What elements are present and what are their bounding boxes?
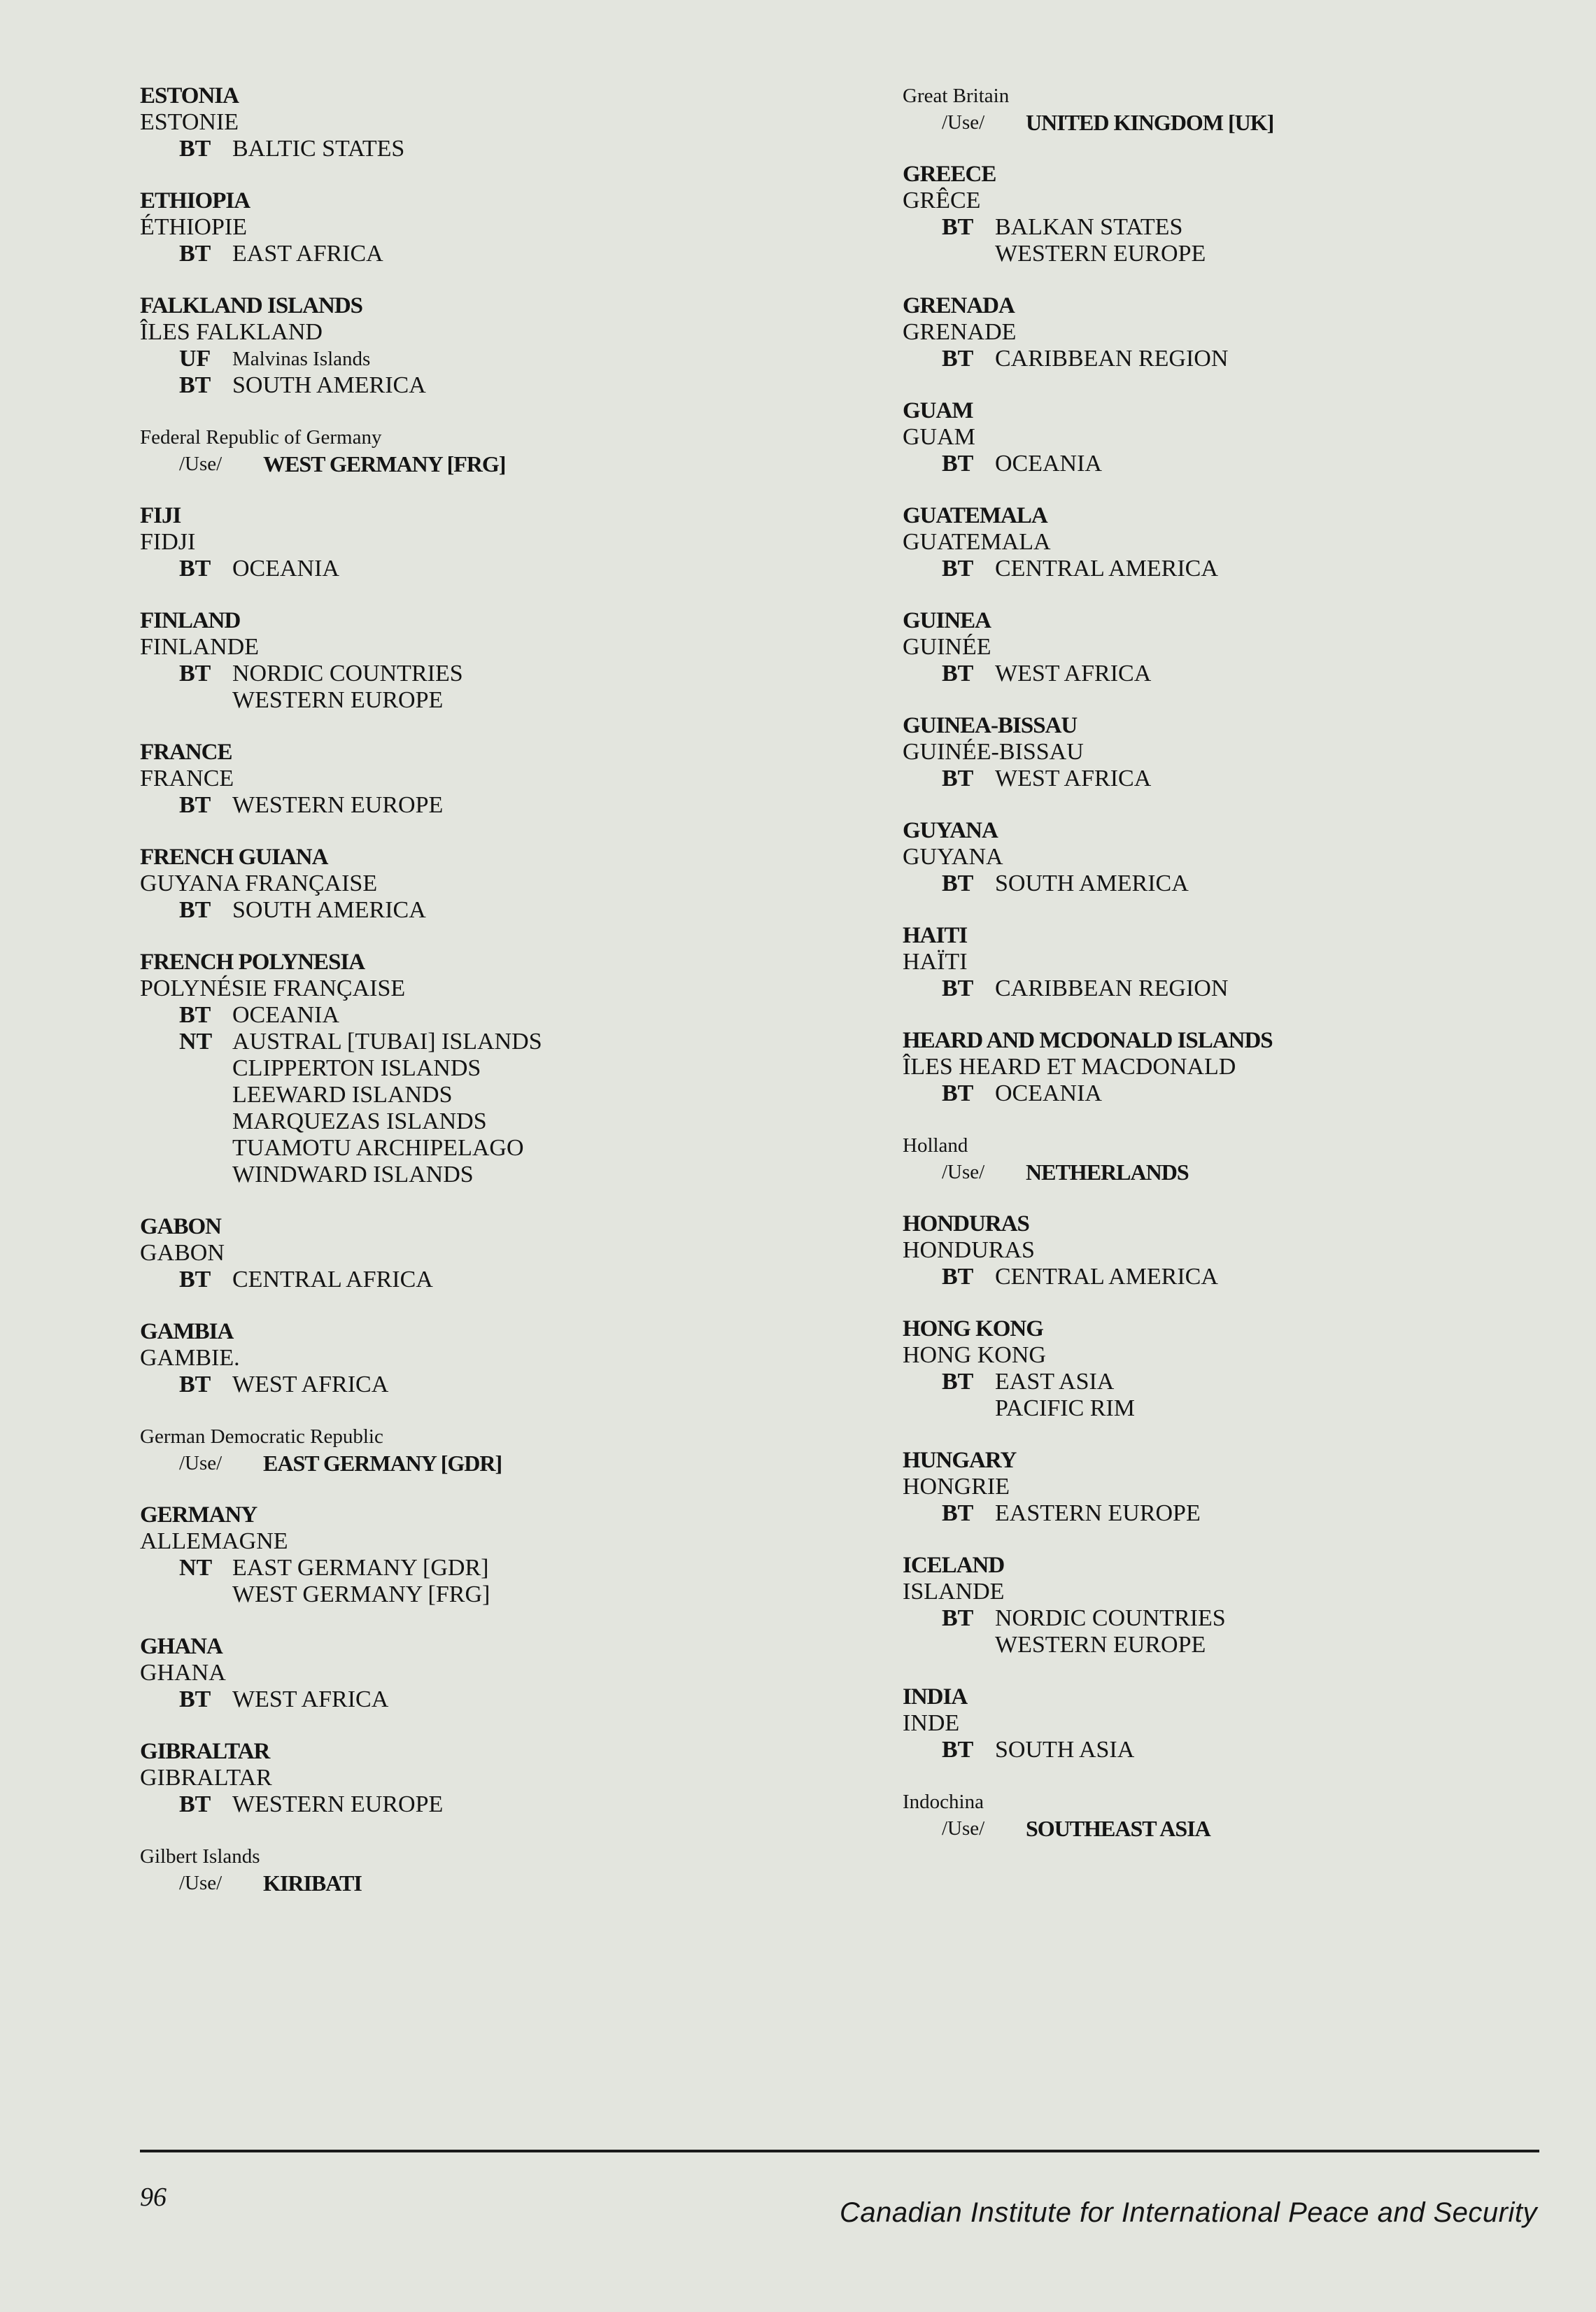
relation-values [995, 1369, 1135, 1422]
french-term: GAMBIE. [140, 1345, 240, 1371]
related-term: WEST GERMANY [FRG] [232, 1581, 490, 1607]
entry-term: GAMBIA [140, 1319, 234, 1344]
related-term: SOUTH AMERICA [232, 897, 426, 923]
relation-values [995, 1605, 1226, 1658]
use-label: /Use/ [942, 1817, 985, 1840]
related-term: BALTIC STATES [232, 136, 405, 162]
relation-values [232, 241, 383, 267]
related-term: EAST GERMANY [GDR] [232, 1555, 489, 1581]
related-term: NORDIC COUNTRIES [995, 1605, 1226, 1631]
entry-term: GUINEA [903, 608, 991, 633]
thesaurus-entry [903, 161, 1596, 267]
relation-values [995, 766, 1151, 792]
relation-values [232, 792, 443, 819]
relation-code: BT [179, 897, 211, 923]
relation-values [995, 346, 1228, 372]
related-term: EAST AFRICA [232, 241, 383, 267]
french-term: ÎLES HEARD ET MACDONALD [903, 1054, 1236, 1080]
publisher-name: Canadian Institute for International Peace and Security [840, 2197, 1537, 2228]
use-target-term: KIRIBATI [263, 1870, 362, 1896]
related-term: WEST AFRICA [995, 766, 1152, 791]
relation-bt [903, 661, 1596, 687]
thesaurus-entry [903, 607, 1596, 687]
thesaurus-entry [140, 424, 840, 477]
entry-term: GERMANY [140, 1502, 257, 1528]
relation-code: BT [942, 766, 974, 791]
thesaurus-entry [903, 292, 1596, 372]
relation-code: BT [179, 1686, 211, 1712]
thesaurus-entry [140, 1843, 840, 1896]
related-term: PACIFIC RIM [995, 1395, 1135, 1421]
relation-code: BT [179, 1372, 211, 1397]
related-term: EASTERN EUROPE [995, 1500, 1201, 1526]
french-term: GIBRALTAR [140, 1765, 272, 1791]
entry-term: GIBRALTAR [140, 1739, 270, 1764]
relation-values [995, 1080, 1102, 1107]
thesaurus-entry [903, 1027, 1596, 1107]
entry-term: ESTONIA [140, 83, 239, 108]
relation-values [232, 1372, 388, 1398]
french-term: GABON [140, 1240, 225, 1266]
relation-code: BT [942, 346, 974, 372]
relation-bt [903, 1369, 1596, 1422]
relation-bt [140, 792, 840, 819]
thesaurus-entry [140, 292, 840, 399]
relation-values [232, 1686, 388, 1713]
entry-term: INDIA [903, 1684, 968, 1710]
french-term: FIDJI [140, 529, 196, 555]
thesaurus-entry [140, 1318, 840, 1398]
french-term: ESTONIE [140, 109, 239, 135]
relation-code: NT [179, 1029, 213, 1055]
thesaurus-entry [903, 1316, 1596, 1422]
use-reference [140, 1450, 840, 1476]
relation-code: BT [942, 661, 974, 686]
relation-bt [903, 1080, 1596, 1107]
right-column [903, 83, 1596, 1867]
french-term: GUATEMALA [903, 529, 1051, 555]
relation-bt [140, 556, 840, 582]
relation-values [995, 1737, 1134, 1763]
relation-values [995, 451, 1102, 477]
relation-values [232, 372, 426, 399]
use-target-term: WEST GERMANY [FRG] [263, 451, 506, 477]
thesaurus-entry [903, 1552, 1596, 1658]
relation-code: BT [179, 792, 211, 818]
relation-nt [140, 1029, 840, 1188]
related-term: WESTERN EUROPE [232, 1791, 444, 1817]
use-target-term: NETHERLANDS [1026, 1159, 1189, 1185]
related-term: CARIBBEAN REGION [995, 975, 1229, 1001]
relation-code: BT [942, 1264, 974, 1290]
relation-code: BT [179, 241, 211, 267]
related-term: SOUTH ASIA [995, 1737, 1135, 1763]
use-from-term: Holland [903, 1134, 968, 1157]
french-term: GRENADE [903, 319, 1017, 345]
relation-bt [140, 1372, 840, 1398]
relation-code: BT [179, 136, 211, 162]
relation-values [232, 346, 370, 372]
entry-term: HUNGARY [903, 1448, 1017, 1473]
relation-bt [140, 897, 840, 924]
related-term: SOUTH AMERICA [232, 372, 426, 398]
french-term: ÎLES FALKLAND [140, 319, 323, 345]
relation-code: BT [179, 556, 211, 581]
french-term: ÉTHIOPIE [140, 214, 247, 240]
relation-code: BT [942, 1080, 974, 1106]
thesaurus-entry [140, 739, 840, 819]
relation-code: BT [179, 372, 211, 398]
relation-bt [903, 1737, 1596, 1763]
relation-nt [140, 1555, 840, 1608]
french-term: GHANA [140, 1660, 226, 1686]
french-term: FRANCE [140, 766, 234, 791]
use-from-term: Great Britain [903, 85, 1010, 107]
relation-bt [140, 1686, 840, 1713]
entry-term: GRENADA [903, 293, 1015, 318]
thesaurus-entry [903, 1684, 1596, 1763]
related-term: OCEANIA [232, 1002, 339, 1028]
entry-term: GREECE [903, 162, 996, 187]
relation-code: BT [942, 870, 974, 896]
french-term: GUYANA [903, 844, 1003, 870]
footer-rule [140, 2150, 1539, 2152]
relation-code: BT [942, 1500, 974, 1526]
related-term: WEST AFRICA [995, 661, 1152, 686]
relation-bt [140, 372, 840, 399]
thesaurus-entry [140, 1738, 840, 1818]
related-term: OCEANIA [995, 451, 1102, 477]
thesaurus-entry [140, 83, 840, 162]
relation-values [232, 1267, 433, 1293]
related-term: BALKAN STATES [995, 214, 1183, 240]
related-term: CENTRAL AFRICA [232, 1267, 433, 1292]
relation-code: BT [179, 1791, 211, 1817]
relation-bt [903, 870, 1596, 897]
entry-term: ICELAND [903, 1553, 1005, 1578]
entry-term: GABON [140, 1214, 222, 1239]
use-target-term: SOUTHEAST ASIA [1026, 1816, 1210, 1841]
relation-values [232, 661, 463, 714]
relation-code: BT [942, 214, 974, 240]
thesaurus-entry [903, 1132, 1596, 1185]
thesaurus-entry [903, 922, 1596, 1002]
entry-term: ETHIOPIA [140, 188, 250, 213]
page-number: 96 [140, 2183, 167, 2212]
french-term: GUYANA FRANÇAISE [140, 870, 378, 896]
french-term: ALLEMAGNE [140, 1528, 288, 1554]
relation-values [232, 897, 426, 924]
relation-bt [140, 661, 840, 714]
thesaurus-entry [140, 1633, 840, 1713]
thesaurus-entry [903, 712, 1596, 792]
relation-uf [140, 346, 840, 372]
use-reference [140, 451, 840, 477]
related-term: LEEWARD ISLANDS [232, 1082, 453, 1108]
relation-values [995, 214, 1206, 267]
relation-code: BT [179, 1002, 211, 1028]
related-term: OCEANIA [995, 1080, 1102, 1106]
use-from-term: Indochina [903, 1791, 984, 1813]
related-term: MARQUEZAS ISLANDS [232, 1108, 487, 1134]
relation-bt [903, 1264, 1596, 1290]
thesaurus-entry [140, 1423, 840, 1476]
relation-values [232, 1002, 339, 1029]
relation-bt [903, 214, 1596, 267]
use-target-term: EAST GERMANY [GDR] [263, 1451, 502, 1476]
use-label: /Use/ [179, 1872, 223, 1894]
related-term: NORDIC COUNTRIES [232, 661, 463, 686]
french-term: HAÏTI [903, 949, 968, 975]
use-from-term: German Democratic Republic [140, 1425, 383, 1448]
related-term: CENTRAL AMERICA [995, 1264, 1218, 1290]
relation-values [995, 661, 1151, 687]
entry-term: GUYANA [903, 818, 998, 843]
relation-code: BT [179, 661, 211, 686]
thesaurus-entry [140, 502, 840, 582]
relation-values [995, 1500, 1201, 1527]
use-label: /Use/ [179, 1452, 223, 1474]
related-term: CARIBBEAN REGION [995, 346, 1229, 372]
relation-code: NT [179, 1555, 213, 1581]
relation-bt [903, 556, 1596, 582]
related-term: WINDWARD ISLANDS [232, 1162, 474, 1187]
entry-term: GUATEMALA [903, 503, 1047, 528]
thesaurus-entry [903, 83, 1596, 136]
relation-values [995, 975, 1228, 1002]
relation-bt [903, 451, 1596, 477]
use-reference [903, 109, 1596, 136]
french-term: GUINÉE-BISSAU [903, 739, 1084, 765]
related-term: SOUTH AMERICA [995, 870, 1189, 896]
relation-bt [140, 136, 840, 162]
entry-term: FRENCH GUIANA [140, 845, 328, 870]
relation-code: BT [942, 556, 974, 581]
french-term: HONGRIE [903, 1474, 1010, 1500]
related-term: CENTRAL AMERICA [995, 556, 1218, 581]
use-label: /Use/ [942, 111, 985, 134]
relation-values [995, 556, 1218, 582]
related-term: Malvinas Islands [232, 348, 371, 370]
use-reference [140, 1870, 840, 1896]
relation-values [995, 870, 1189, 897]
related-term: WEST AFRICA [232, 1372, 389, 1397]
french-term: GRÊCE [903, 188, 981, 213]
related-term: OCEANIA [232, 556, 339, 581]
relation-bt [903, 766, 1596, 792]
french-term: ISLANDE [903, 1579, 1005, 1605]
thesaurus-entry [903, 1789, 1596, 1842]
relation-bt [903, 1605, 1596, 1658]
french-term: GUINÉE [903, 634, 991, 660]
relation-bt [140, 1267, 840, 1293]
relation-values [232, 1029, 542, 1188]
relation-values [232, 1791, 443, 1818]
entry-term: HONG KONG [903, 1316, 1043, 1341]
use-target-term: UNITED KINGDOM [UK] [1026, 110, 1274, 135]
relation-bt [140, 241, 840, 267]
french-term: FINLANDE [140, 634, 259, 660]
entry-term: GHANA [140, 1634, 223, 1659]
relation-bt [140, 1791, 840, 1818]
related-term: WESTERN EUROPE [995, 241, 1206, 267]
thesaurus-entry [140, 949, 840, 1188]
use-reference [903, 1159, 1596, 1185]
entry-term: GUINEA-BISSAU [903, 713, 1078, 738]
entry-term: HONDURAS [903, 1211, 1029, 1236]
relation-values [232, 1555, 490, 1608]
use-from-term: Federal Republic of Germany [140, 426, 382, 449]
thesaurus-entry [140, 188, 840, 267]
relation-bt [903, 346, 1596, 372]
relation-bt [903, 975, 1596, 1002]
relation-bt [903, 1500, 1596, 1527]
entry-term: FIJI [140, 503, 181, 528]
thesaurus-entry [140, 1502, 840, 1608]
related-term: TUAMOTU ARCHIPELAGO [232, 1135, 524, 1161]
french-term: INDE [903, 1710, 960, 1736]
thesaurus-entry [903, 397, 1596, 477]
thesaurus-entry [903, 817, 1596, 897]
related-term: WESTERN EUROPE [232, 687, 444, 713]
french-term: HONDURAS [903, 1237, 1035, 1263]
relation-code: BT [942, 1605, 974, 1631]
relation-values [232, 556, 339, 582]
use-label: /Use/ [942, 1161, 985, 1183]
use-reference [903, 1815, 1596, 1842]
left-column [140, 83, 840, 1922]
entry-term: FRENCH POLYNESIA [140, 950, 365, 975]
entry-term: FINLAND [140, 608, 241, 633]
related-term: AUSTRAL [TUBAI] ISLANDS [232, 1029, 542, 1055]
entry-term: HEARD AND MCDONALD ISLANDS [903, 1028, 1273, 1053]
french-term: HONG KONG [903, 1342, 1046, 1368]
relation-code: BT [942, 1369, 974, 1395]
use-label: /Use/ [179, 453, 223, 475]
related-term: WESTERN EUROPE [232, 792, 444, 818]
thesaurus-entry [140, 1213, 840, 1293]
entry-term: FALKLAND ISLANDS [140, 293, 363, 318]
entry-term: HAITI [903, 923, 968, 948]
related-term: WESTERN EUROPE [995, 1632, 1206, 1658]
relation-code: BT [942, 451, 974, 477]
use-from-term: Gilbert Islands [140, 1845, 260, 1868]
thesaurus-entry [903, 1447, 1596, 1527]
relation-code: BT [942, 975, 974, 1001]
related-term: WEST AFRICA [232, 1686, 389, 1712]
thesaurus-entry [903, 502, 1596, 582]
thesaurus-entry [140, 607, 840, 714]
thesaurus-entry [903, 1211, 1596, 1290]
french-term: GUAM [903, 424, 975, 450]
entry-term: GUAM [903, 398, 973, 423]
related-term: CLIPPERTON ISLANDS [232, 1055, 481, 1081]
relation-code: BT [942, 1737, 974, 1763]
relation-bt [140, 1002, 840, 1029]
relation-code: UF [179, 346, 211, 372]
entry-term: FRANCE [140, 740, 232, 765]
related-term: EAST ASIA [995, 1369, 1115, 1395]
relation-code: BT [179, 1267, 211, 1292]
relation-values [995, 1264, 1218, 1290]
thesaurus-entry [140, 844, 840, 924]
relation-values [232, 136, 404, 162]
french-term: POLYNÉSIE FRANÇAISE [140, 975, 406, 1001]
